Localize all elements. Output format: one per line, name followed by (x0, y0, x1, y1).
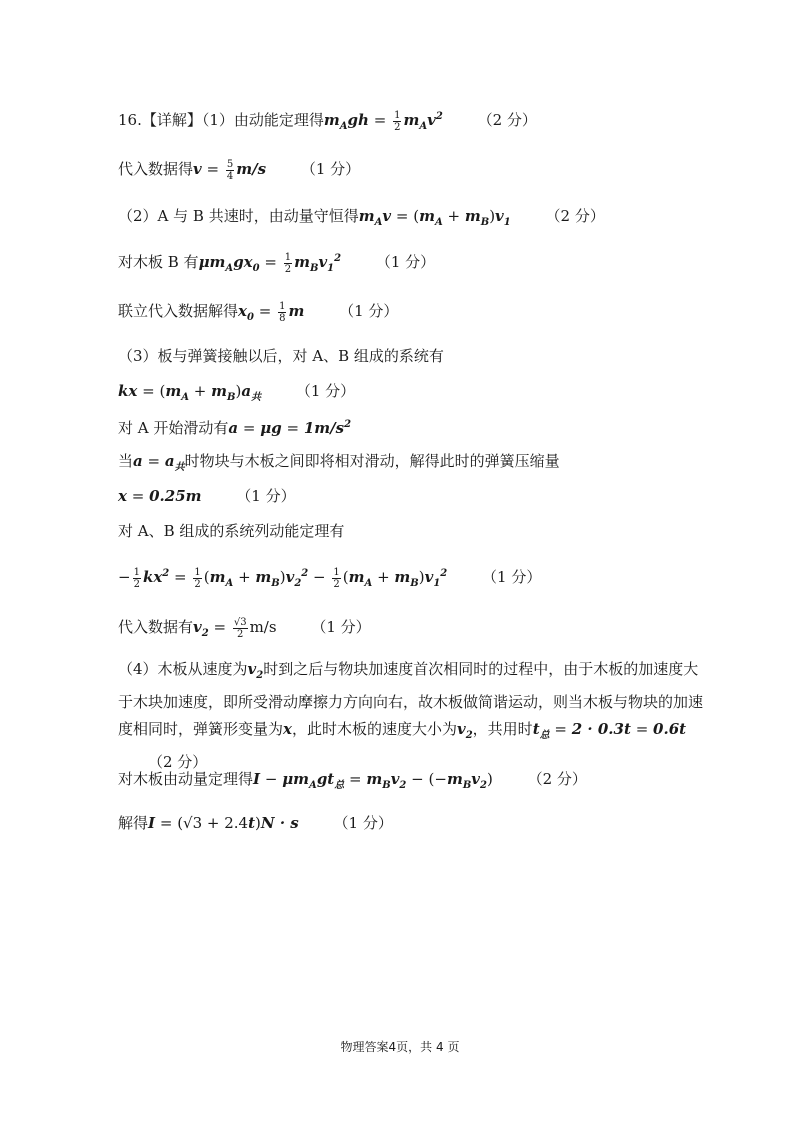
l13-unit: m/s (249, 618, 277, 636)
l1-score: （2 分） (477, 111, 537, 129)
page-footer: 物理答案4页，共 4 页 (340, 1040, 460, 1054)
line-10: x = 0.25m （1 分） (118, 487, 296, 505)
l5-score: （1 分） (339, 302, 399, 320)
l3-score: （2 分） (545, 207, 605, 225)
line-8: 对 A 开始滑动有$a = \mu g = 1m/s^2$ (118, 419, 352, 437)
l12-score: （1 分） (482, 568, 542, 586)
l7-score: （1 分） (295, 382, 356, 400)
l9-text-b: 时物块与木板之间即将相对滑动，解得此时的弹簧压缩量 (184, 452, 560, 470)
l2-text: 代入数据得 (118, 160, 194, 178)
p4-score: （2 分） (148, 753, 208, 771)
line-2: 代入数据得v = $\frac{5}{4}$ m/s （1 分） (118, 158, 361, 182)
l13-text: 代入数据有 (118, 618, 194, 636)
l9-text-a: 当 (118, 452, 134, 470)
line-12: − $\frac{1}{2}$ $kx^2$ = $\frac{1}{2}$ $(m_A + m_B)v_2^2$ − $\frac{1}{2}$ $(m_A + m_B)v_1^2$ （1 分） (118, 566, 542, 590)
line-1: 16.【详解】（1）由动能定理得$m_Agh$ = $\frac{1}{2}$ $m_Av^2$ （2 分） (118, 109, 537, 133)
line-5: 联立代入数据解得$x_0$ = $\frac{1}{8}$ m （1 分） (118, 300, 399, 324)
l1-text: 16.【详解】（1）由动能定理得 (118, 111, 324, 129)
line-7: kx = $(m_A + m_B)a_共$ （1 分） (118, 382, 356, 403)
l4-text: 对木板 B 有 (118, 253, 199, 271)
line-11 (118, 520, 344, 542)
line-9: 当$a = a_共$时物块与木板之间即将相对滑动，解得此时的弹簧压缩量 (118, 452, 560, 473)
line-16: 解得I = (√3 + 2.4t)N · s （1 分） (118, 814, 393, 832)
l15-score: （2 分） (527, 770, 587, 788)
line-3: （2）A 与 B 共速时，由动量守恒得$m_Av = (m_A + m_B)v_1$ （2 分） (118, 207, 605, 228)
l11-text: 对 A、B 组成的系统列动能定理有 (118, 522, 345, 540)
l13-score: （1 分） (311, 618, 371, 636)
l8-text: 对 A 开始滑动有 (118, 419, 229, 437)
l10-score: （1 分） (236, 487, 296, 505)
paragraph-4: （4）木板从速度为$v_2$时到之后与物块加速度首次相同时的过程中，由于木板的加速度大于木块加速度，即所受滑动摩擦力方向向右，故木板做简谐运动，则当木板与物块的加速度相同时，弹簧形变量为x，此时木板的速度大小为$v_2$，共用时$t_总 = 2 \cdot 0.3t = 0.6t$ （2 分） (118, 660, 704, 771)
line-15: 对木板由动量定理得$I - \mu m_Agt_总 = m_Bv_2 - (-m_Bv_2)$ （2 分） (118, 770, 587, 791)
l4-score: （1 分） (375, 253, 436, 271)
l2-score: （1 分） (300, 160, 361, 178)
l16-score: （1 分） (333, 814, 393, 832)
l5-text: 联立代入数据解得 (118, 302, 239, 320)
l6-text: （3）板与弹簧接触以后，对 A、B 组成的系统有 (118, 347, 444, 365)
l15-text: 对木板由动量定理得 (118, 770, 254, 788)
l16-text: 解得 (118, 814, 149, 832)
line-4: 对木板 B 有$\mu m_Agx_0$ = $\frac{1}{2}$ $m_Bv_1^2$ （1 分） (118, 251, 436, 275)
line-6 (118, 345, 444, 367)
l3-text: （2）A 与 B 共速时，由动量守恒得 (118, 207, 359, 225)
line-13: 代入数据有$v_2$ = $\frac{√3}{2}$ m/s （1 分） (118, 616, 371, 640)
